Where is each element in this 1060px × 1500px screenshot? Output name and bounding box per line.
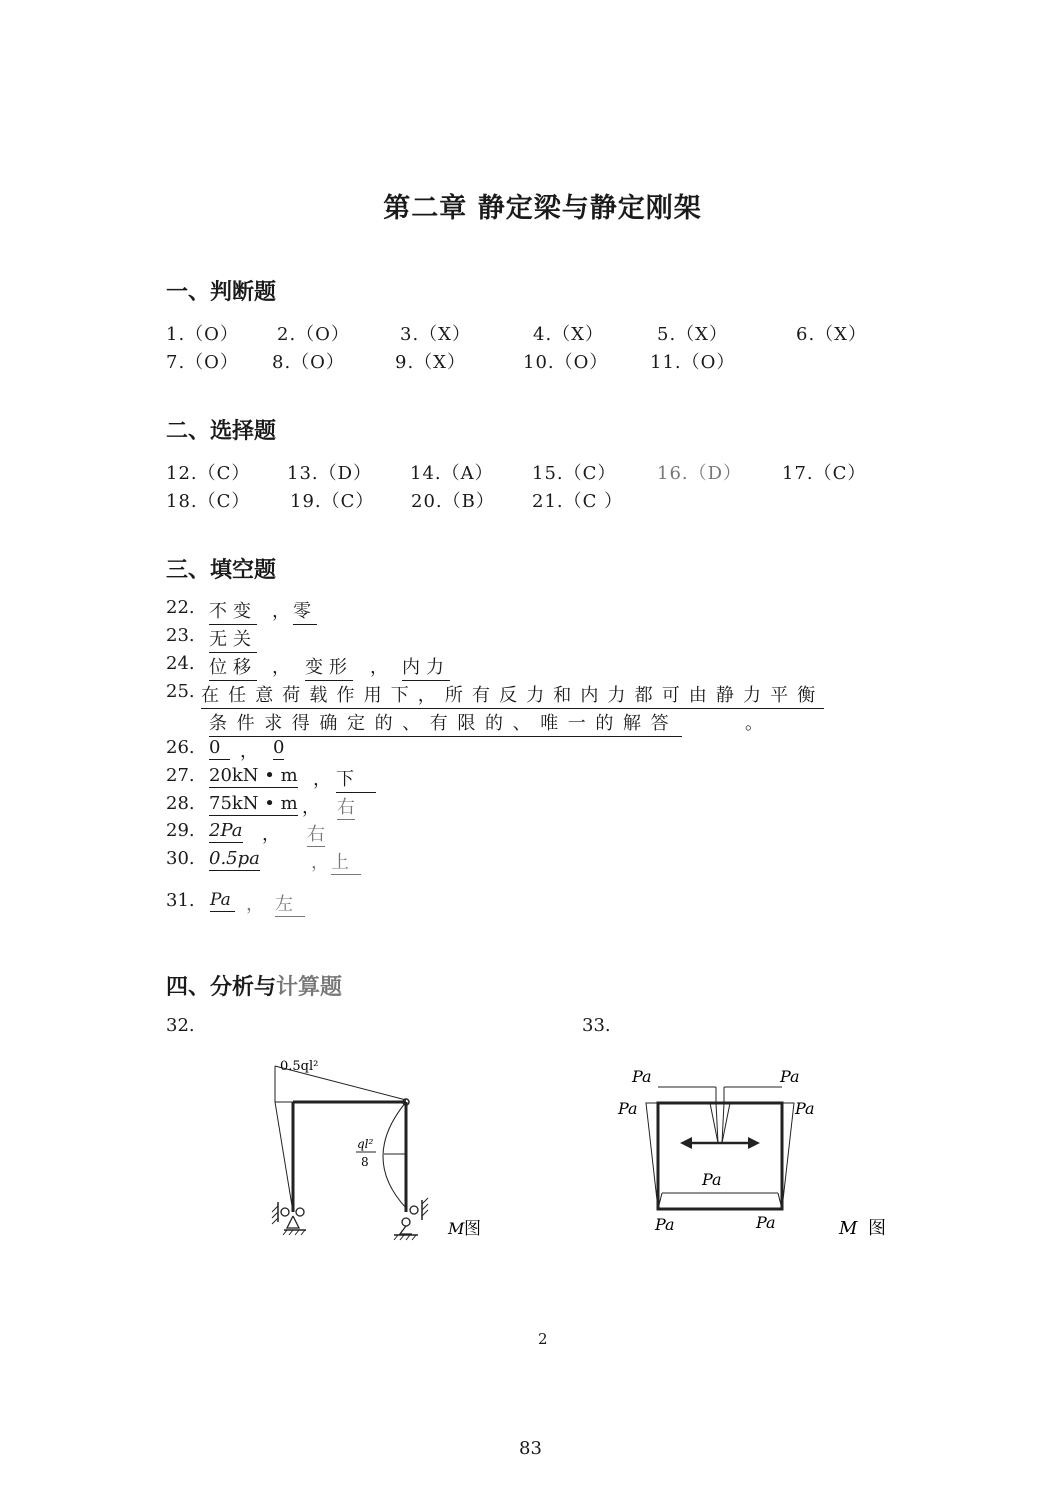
section-calc-prefix: 四、分析与	[166, 975, 277, 1000]
moment-right	[782, 1103, 794, 1209]
fill-answer: 75kN • m	[209, 793, 298, 814]
fill-answer: 位移	[209, 653, 257, 681]
separator: ，	[262, 824, 280, 845]
judge-answer: 8.（O）	[272, 352, 345, 373]
fill-answer: 无关	[209, 625, 257, 653]
problem-32-number: 32.	[166, 1015, 195, 1036]
fill-answer: 右	[337, 793, 355, 820]
judge-answer: 7.（O）	[166, 352, 239, 373]
label-pa-top-right: Pa	[780, 1067, 800, 1086]
item-number: 30.	[166, 848, 195, 869]
fill-answer: 2Pa	[209, 820, 243, 841]
right-support-icon	[394, 1198, 428, 1240]
item-number: 28.	[166, 793, 195, 814]
choice-answer: 19.（C）	[290, 491, 375, 512]
judge-answer: 2.（O）	[277, 324, 350, 345]
item-number: 26.	[166, 737, 195, 758]
figure-33-moment-diagram	[610, 1055, 910, 1250]
label-pa-top-left: Pa	[632, 1067, 652, 1086]
separator: ，	[302, 797, 320, 818]
arrow-left-icon	[680, 1137, 692, 1149]
choice-answer: 17.（C）	[782, 463, 867, 484]
section-fill-heading: 三、填空题	[166, 558, 277, 583]
m-suffix: 图	[868, 1218, 886, 1239]
fill-answer: 20kN • m	[209, 765, 298, 786]
item-number: 27.	[166, 765, 195, 786]
fill-answer: Pa	[210, 890, 235, 912]
separator: ，	[272, 601, 290, 622]
arrow-right-icon	[748, 1137, 760, 1149]
fill-answer: 上	[331, 848, 361, 875]
item-number: 24.	[166, 653, 195, 674]
label-pa-bottom-left: Pa	[655, 1215, 675, 1234]
chapter-title: 第二章 静定梁与静定刚架	[383, 193, 702, 224]
label-pa-center: Pa	[702, 1170, 722, 1189]
separator: ，	[272, 657, 290, 678]
judge-answer: 9.（X）	[395, 352, 466, 373]
fill-answer: 变形	[305, 653, 353, 681]
choice-answer: 16.（D）	[657, 463, 743, 484]
left-support-icon	[272, 1202, 306, 1235]
fill-answer-line: 在任意荷载作用下，所有反力和内力都可由静力平衡	[201, 681, 824, 709]
label-pa-bottom-right: Pa	[756, 1213, 776, 1232]
choice-answer: 15.（C）	[532, 463, 617, 484]
section-choice-heading: 二、选择题	[166, 419, 277, 444]
judge-answer: 6.（X）	[796, 324, 867, 345]
fill-answer-line: 条件求得确定的、有限的、唯一的解答	[209, 709, 682, 737]
separator: ，	[240, 741, 258, 762]
item-number: 25.	[166, 681, 195, 702]
period: 。	[745, 713, 763, 734]
item-number: 31.	[166, 890, 195, 911]
label-pa-mid-right: Pa	[795, 1099, 815, 1118]
choice-answer: 13.（D）	[287, 463, 373, 484]
fill-answer: 不变	[209, 597, 257, 625]
section-calc-suffix: 计算题	[276, 975, 343, 1000]
choice-answer: 20.（B）	[411, 491, 495, 512]
inner-page-number: 2	[538, 1330, 548, 1348]
label-pa-mid-left: Pa	[618, 1099, 638, 1118]
item-number: 22.	[166, 597, 195, 618]
fill-answer: 0.5pa	[209, 848, 260, 869]
label-top-moment: 0.5ql²	[280, 1059, 319, 1074]
judge-answer: 3.（X）	[400, 324, 471, 345]
problem-33-number: 33.	[582, 1015, 611, 1036]
section-calc-heading	[166, 970, 342, 1001]
fill-answer: 0	[273, 737, 285, 758]
choice-answer: 21.（C ）	[532, 491, 624, 512]
separator: ，	[313, 769, 331, 790]
judge-answer: 5.（X）	[657, 324, 728, 345]
fill-answer: 零	[293, 597, 317, 625]
fill-answer: 右	[307, 820, 325, 847]
separator: ，	[370, 657, 388, 678]
page-number: 83	[519, 1438, 542, 1459]
m-suffix: 图	[464, 1219, 481, 1239]
m-label: M	[839, 1218, 858, 1239]
fill-answer: 内力	[402, 653, 450, 681]
judge-answer: 10.（O）	[523, 352, 609, 373]
label-frac-numerator: ql²	[357, 1137, 374, 1151]
fill-answer: 左	[275, 890, 305, 917]
moment-left-line	[275, 1098, 293, 1212]
item-number: 23.	[166, 625, 195, 646]
item-number: 29.	[166, 820, 195, 841]
m-label: M	[448, 1219, 465, 1238]
figure-32-moment-diagram	[260, 1040, 500, 1250]
moment-left	[646, 1103, 658, 1209]
section-judge-heading: 一、判断题	[166, 280, 277, 305]
fill-answer: 0	[209, 737, 230, 760]
label-frac-denominator: 8	[361, 1155, 369, 1169]
choice-answer: 12.（C）	[166, 463, 251, 484]
moment-right-parabola	[383, 1102, 406, 1208]
separator: ，	[246, 894, 264, 915]
choice-answer: 14.（A）	[410, 463, 494, 484]
judge-answer: 4.（X）	[533, 324, 604, 345]
separator: ，	[311, 852, 329, 873]
fill-answer: 下	[336, 765, 376, 793]
judge-answer: 1.（O）	[166, 324, 239, 345]
judge-answer: 11.（O）	[650, 352, 736, 373]
choice-answer: 18.（C）	[166, 491, 251, 512]
